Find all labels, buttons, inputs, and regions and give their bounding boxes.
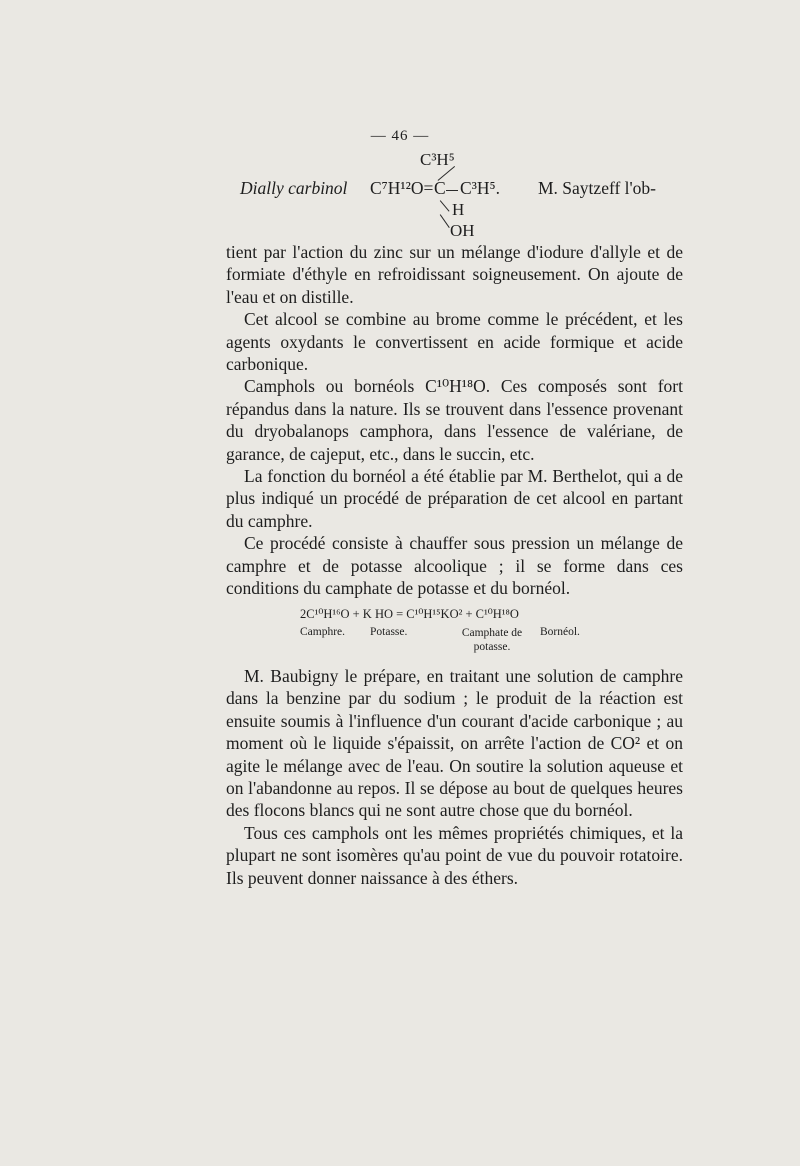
gross-formula: C⁷H¹²O= <box>370 178 434 198</box>
lower-text-block <box>226 665 683 889</box>
equation-label-camphate: Camphate de potasse. <box>461 627 523 653</box>
paragraph-6: M. Baubigny le prépare, en traitant une solution de camphre dans la benzine par du sodium ; le produit de la réaction est ensuite soumis à l'influence d'un courant d'acide carbonique ; au moment où le liquide s'épaissit, on arrête l'action de CO² et on agite le mélange avec de l'eau. On soutire la solution aqueuse et on l'abandonne au repos. Il se dépose au bout de quelques heures des flocons blancs qui ne sont autre chose que du bornéol. <box>226 666 683 821</box>
paragraph-4: La fonction du bornéol a été établie par M. Berthelot, qui a de plus indiqué un procédé de préparation de cet alcool en partant du camphre. <box>226 466 683 531</box>
chemical-equation: 2C¹⁰H¹⁶O + K HO = C¹⁰H¹⁵KO² + C¹⁰H¹⁸O <box>300 607 519 621</box>
upper-text-block <box>226 241 683 600</box>
paragraph-2: Cet alcool se combine au brome comme le précédent, et les agents oxydants le convertissent en acide formique et acide carbonique. <box>226 309 683 375</box>
compound-name: Dially carbinol <box>240 178 348 198</box>
paragraph-5: Ce procédé consiste à chauffer sous pression un mélange de camphre et de potasse alcoolique ; il se forme dans ces conditions du camphate de potasse et du bornéol. <box>226 533 683 599</box>
equation-label-camphre: Camphre. <box>300 626 346 638</box>
formula-branch-h: H <box>452 200 465 219</box>
bond-horizontal <box>446 190 458 191</box>
formula-branch-oh: OH <box>450 221 475 240</box>
bond-down-h <box>439 200 449 212</box>
equation-label-potasse: Potasse. <box>370 626 408 638</box>
formula-branch-middle: C³H⁵. <box>460 178 501 198</box>
equation-label-borneol: Bornéol. <box>540 626 580 638</box>
formula-line-tail: M. Saytzeff l'ob- <box>538 178 657 198</box>
paragraph-3: Camphols ou bornéols C¹⁰H¹⁸O. Ces composés sont fort répandus dans la nature. Ils se trouvent dans l'essence provenant du dryobalanops camphora, dans l'essence de valériane, de garance, de cajeput, etc., dans le succin, etc. <box>226 376 683 464</box>
formula-carbon: C <box>434 178 446 198</box>
page-number: — 46 — <box>370 128 430 144</box>
paragraph-1: tient par l'action du zinc sur un mélange d'iodure d'allyle et de formiate d'éthyle en refroidissant soigneusement. On ajoute de l'eau et on distille. <box>226 242 683 307</box>
bond-down-oh <box>439 214 449 228</box>
formula-branch-top: C³H⁵ <box>420 150 455 169</box>
paragraph-7: Tous ces camphols ont les mêmes propriétés chimiques, et la plupart ne sont isomères qu'au point de vue du pouvoir rotatoire. Ils peuvent donner naissance à des éthers. <box>226 822 683 888</box>
